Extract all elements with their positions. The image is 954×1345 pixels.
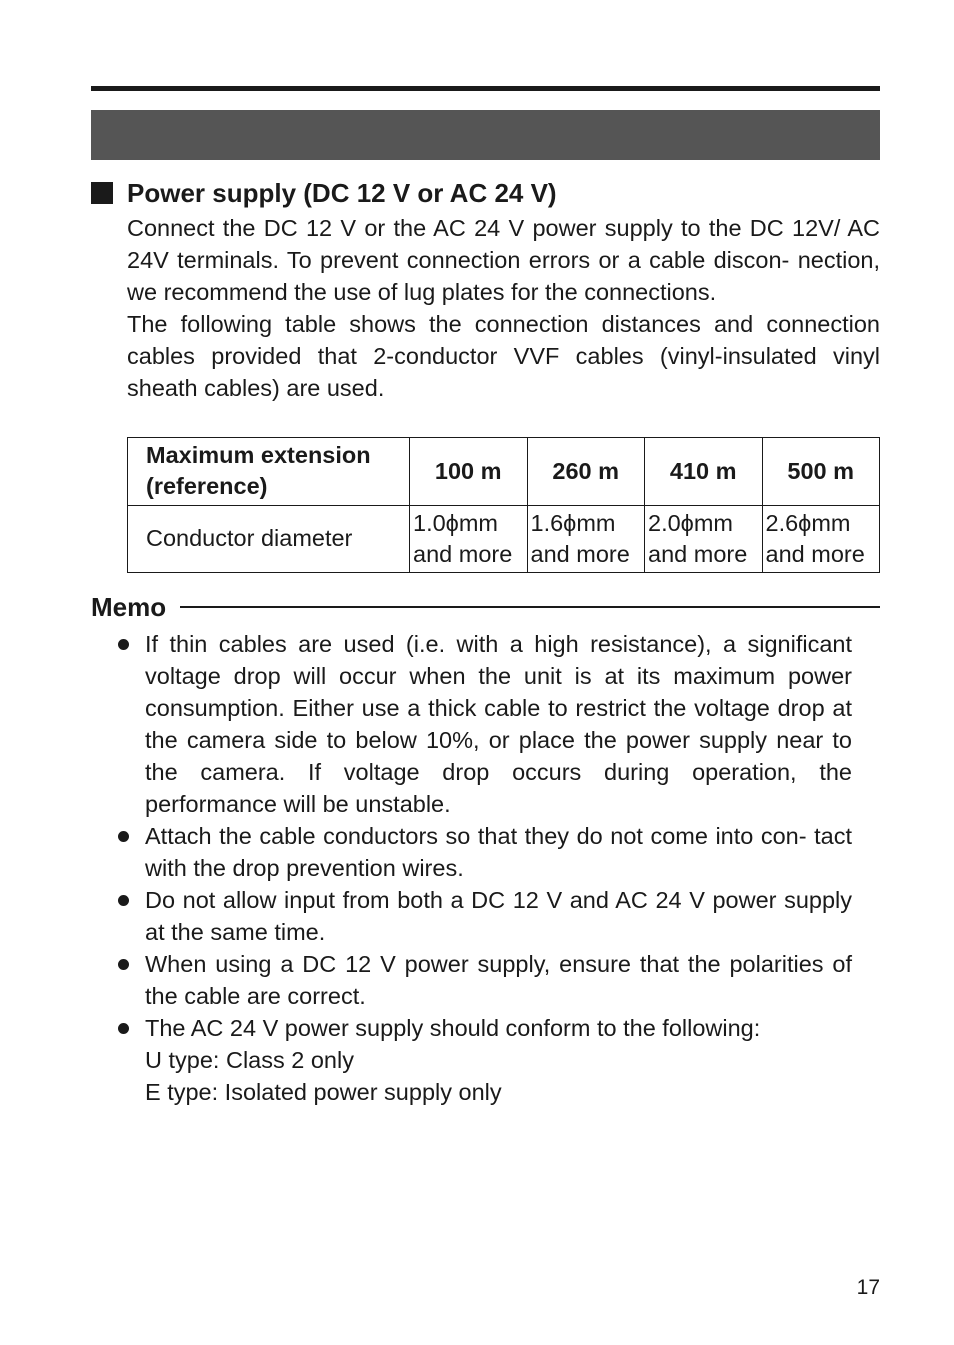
distance-cell: 260 m xyxy=(527,438,645,506)
cable-table xyxy=(127,437,880,573)
diameter-cell xyxy=(527,505,645,573)
table-header-row xyxy=(128,438,880,506)
memo-rule xyxy=(180,606,880,608)
diameter-cell xyxy=(410,505,528,573)
bullet-icon xyxy=(118,895,129,906)
memo-heading xyxy=(91,589,880,625)
diameter-suffix: and more xyxy=(530,540,630,567)
memo-item-text: When using a DC 12 V power supply, ensure that the polarities of the cable are correct. xyxy=(145,951,852,1009)
distance-cell: 410 m xyxy=(645,438,763,506)
memo-item-text: Attach the cable conductors so that they do not come into con- tact with the drop prevention wires. xyxy=(145,823,852,881)
memo-sub-line: E type: Isolated power supply only xyxy=(145,1079,502,1105)
diameter-cell xyxy=(762,505,880,573)
distance-cell: 500 m xyxy=(762,438,880,506)
row-label-cell: Conductor diameter xyxy=(128,505,410,573)
memo-item-text: If thin cables are used (i.e. with a high resistance), a significant voltage drop will occur when the unit is at its maximum power consumption. Either use a thick cable to restrict the voltage drop at the camera side to below 10%, or place the power supply near to the camera. If voltage drop occurs during operation, the performance will be unstable. xyxy=(145,631,852,817)
diameter-value: 2.0ϕmm xyxy=(648,509,733,536)
section-title: Power supply (DC 12 V or AC 24 V) xyxy=(127,177,557,208)
intro-paragraph: The following table shows the connection distances and connection cables provided that 2-conductor VVF cables (vinyl-insulated vinyl sheath cables) are used. xyxy=(127,311,880,401)
page-number: 17 xyxy=(856,1276,880,1299)
memo-sub-line: U type: Class 2 only xyxy=(145,1047,354,1073)
distance-cell: 100 m xyxy=(410,438,528,506)
diameter-suffix: and more xyxy=(648,540,748,567)
bullet-icon xyxy=(118,831,129,842)
header-label-cell: Maximum extension (reference) xyxy=(128,438,410,506)
header-bar xyxy=(91,110,880,160)
bullet-icon xyxy=(118,959,129,970)
memo-item-text: The AC 24 V power supply should conform to the following: xyxy=(145,1015,761,1041)
list-item xyxy=(118,948,852,1012)
diameter-value: 1.0ϕmm xyxy=(413,509,498,536)
list-item xyxy=(118,820,852,884)
memo-list xyxy=(118,628,852,1108)
list-item xyxy=(118,884,852,948)
diameter-value: 1.6ϕmm xyxy=(530,509,616,536)
intro-paragraph: Connect the DC 12 V or the AC 24 V power supply to the DC 12V/ AC 24V terminals. To prevent connection errors or a cable discon- nection, we recommend the use of lug plates for the connections. xyxy=(127,215,880,305)
list-item xyxy=(118,1012,852,1108)
section-heading xyxy=(91,174,880,212)
square-bullet-icon xyxy=(91,182,113,204)
intro-text xyxy=(127,212,880,404)
bullet-icon xyxy=(118,639,129,650)
diameter-cell xyxy=(645,505,763,573)
table-row xyxy=(128,505,880,573)
diameter-suffix: and more xyxy=(765,540,865,567)
memo-title: Memo xyxy=(91,591,167,622)
top-rule xyxy=(91,86,880,91)
diameter-suffix: and more xyxy=(413,540,513,567)
list-item xyxy=(118,628,852,820)
memo-item-text: Do not allow input from both a DC 12 V and AC 24 V power supply at the same time. xyxy=(145,887,852,945)
bullet-icon xyxy=(118,1023,129,1034)
diameter-value: 2.6ϕmm xyxy=(765,509,851,536)
